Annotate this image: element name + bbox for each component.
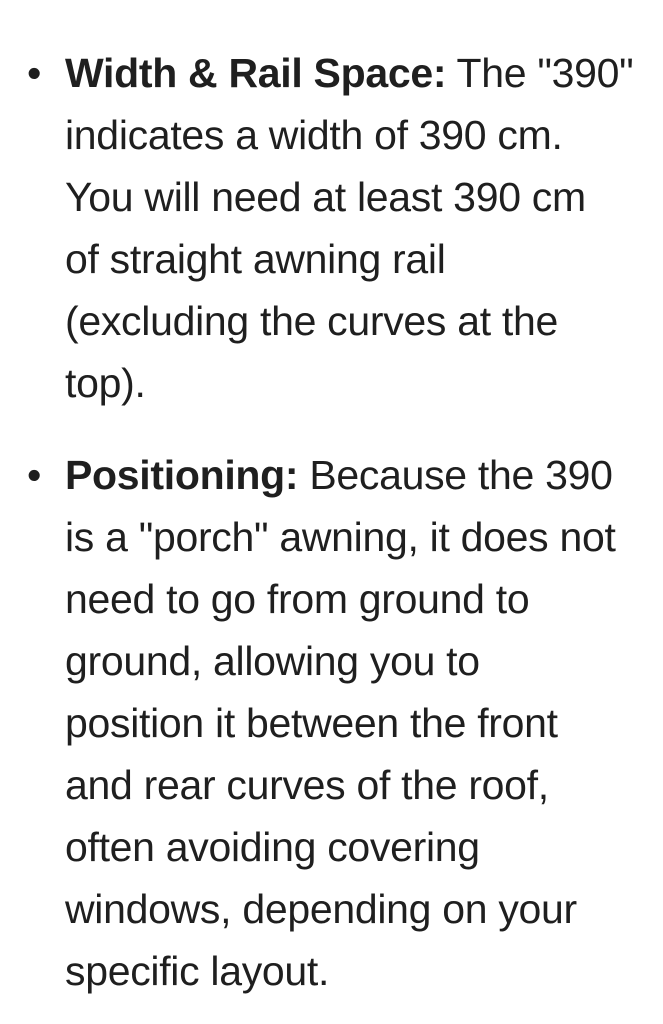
item-first-line-rest: Because the 390 [298,452,613,498]
list-item-text [65,42,643,414]
text-line: You will need at least 390 cm [65,174,586,220]
text-line: windows, depending on your [65,886,577,932]
text-line: top). [65,360,146,406]
text-line: of straight awning rail [65,236,446,282]
bullet-icon: • [27,50,42,96]
text-line: position it between the front [65,700,558,746]
text-line: and rear curves of the roof, [65,762,549,808]
bullet-icon: • [27,452,42,498]
text-line: (excluding the curves at the [65,298,558,344]
text-line: often avoiding covering [65,824,480,870]
list-item [27,444,643,1002]
text-line: specific layout. [65,948,330,994]
text-line: need to go from ground to [65,576,530,622]
text-line: ground, allowing you to [65,638,480,684]
list-item-text [65,444,643,1002]
text-line [65,42,643,104]
item-first-line-rest: The "390" [446,50,634,96]
list-item [27,42,643,414]
item-label: Width & Rail Space: [65,50,447,96]
text-line [65,444,643,506]
text-line: is a "porch" awning, it does not [65,514,616,560]
item-label: Positioning: [65,452,299,498]
bullet-list [27,42,643,1002]
text-line: indicates a width of 390 cm. [65,112,563,158]
